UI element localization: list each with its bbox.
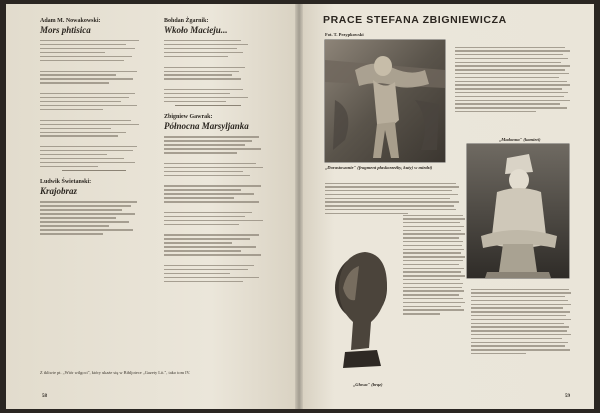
- poem-separator: [62, 170, 127, 171]
- poem-author: Zbigniew Gawrak:: [164, 114, 213, 121]
- poem-text: [164, 40, 274, 102]
- poem-title: Krajobraz: [40, 186, 78, 197]
- poem-author: Ludwik Świetanski:: [40, 179, 92, 186]
- caption-dreaming: „Dorastowanie" (fragment płaskorzeźby, kuty) w miedzi): [325, 165, 433, 170]
- poem-column-left: [40, 10, 148, 237]
- magazine-spread: [6, 4, 594, 409]
- poem-text: [40, 201, 148, 234]
- caption-madonna: „Madonna" (kamień): [499, 137, 541, 142]
- article-title: PRACE STEFANA ZBIGNIEWICZA: [323, 14, 507, 26]
- poem-author: Adam M. Nowakowski:: [40, 18, 101, 24]
- footnote: Z tkliwie pt. „Wiór wilgoci", który ukaże się w Bibljotece „Gazety Lit.", tako tom IV.: [40, 370, 191, 375]
- poem-text: [40, 40, 148, 167]
- photographer-credit: Fot. T. Przypkowski: [325, 32, 364, 37]
- left-page: [6, 4, 299, 409]
- caption-head: „Głowa" (brąz): [353, 382, 383, 387]
- page-number-left: 58: [42, 394, 47, 399]
- page-number-right: 59: [565, 394, 570, 399]
- article-text-lower-right: [471, 286, 571, 357]
- right-page: [299, 4, 594, 409]
- poem-separator: [175, 105, 241, 106]
- crucifix-photo: [325, 40, 445, 162]
- madonna-photo: [467, 144, 569, 278]
- poem-title: Mors phtisica: [40, 25, 91, 35]
- head-sculpture-photo: [325, 230, 395, 378]
- article-text-lower-left: [403, 212, 465, 317]
- poem-text: [164, 136, 274, 282]
- poem-title: Wkoło Macieju...: [164, 25, 228, 35]
- poem-title: Północna Marsyljanka: [164, 121, 249, 132]
- poem-column-right: [164, 10, 274, 285]
- poem-author: Bohdan Żgarnik:: [164, 18, 209, 24]
- article-text-top: [455, 44, 570, 115]
- book-gutter: [295, 4, 303, 409]
